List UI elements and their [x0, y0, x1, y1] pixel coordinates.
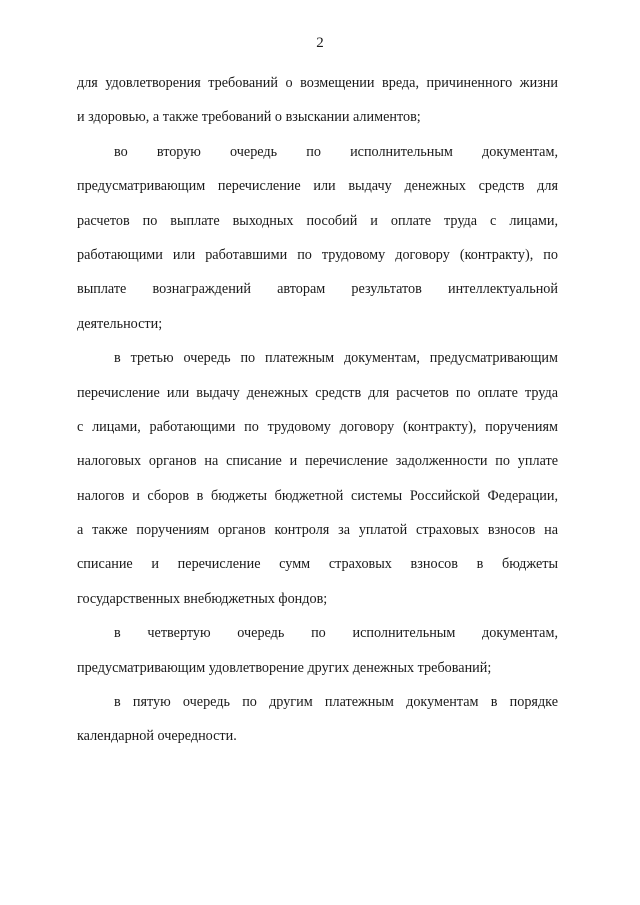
page-number: 2 [316, 35, 324, 51]
text-line: во вторую очередь по исполнительным документам, [114, 143, 558, 160]
text-line: календарной очередности. [77, 728, 237, 745]
text-line: для удовлетворения требований о возмещении вреда, причиненного жизни [77, 75, 558, 91]
text-line: государственных внебюджетных фондов; [77, 590, 328, 607]
text-line: а также поручениям органов контроля за уплатой страховых взносов на [77, 522, 558, 539]
paragraph-continuation [77, 66, 558, 135]
text-line: списание и перечисление сумм страховых взносов в бюджеты [77, 556, 558, 573]
text-line: выплате вознаграждений авторам результатов интеллектуальной [77, 281, 558, 298]
text-line: работающими или работавшими по трудовому договору (контракту), по [77, 246, 558, 263]
text-line: налогов и сборов в бюджеты бюджетной системы Российской Федерации, [77, 487, 558, 504]
text-line: предусматривающим удовлетворение других денежных требований; [77, 659, 492, 676]
text-line: в третью очередь по платежным документам, предусматривающим [114, 350, 558, 367]
text-line: и здоровью, а также требований о взыскании алиментов; [77, 109, 421, 126]
text-line: предусматривающим перечисление или выдачу денежных средств для [77, 178, 558, 195]
text-line: с лицами, работающими по трудовому договору (контракту), поручениям [77, 418, 558, 435]
paragraph-fifth-priority [77, 685, 558, 754]
text-line: деятельности; [77, 315, 163, 332]
text-line: в четвертую очередь по исполнительным документам, [114, 625, 558, 642]
paragraph-fourth-priority [77, 616, 558, 685]
document-body [77, 66, 558, 754]
text-line: в пятую очередь по другим платежным документам в порядке [114, 694, 558, 711]
paragraph-third-priority [77, 341, 558, 616]
paragraph-second-priority [77, 135, 558, 341]
text-line: расчетов по выплате выходных пособий и оплате труда с лицами, [77, 212, 558, 229]
text-line: перечисление или выдачу денежных средств для расчетов по оплате труда [77, 384, 558, 401]
text-line: налоговых органов на списание и перечисление задолженности по уплате [77, 453, 558, 470]
